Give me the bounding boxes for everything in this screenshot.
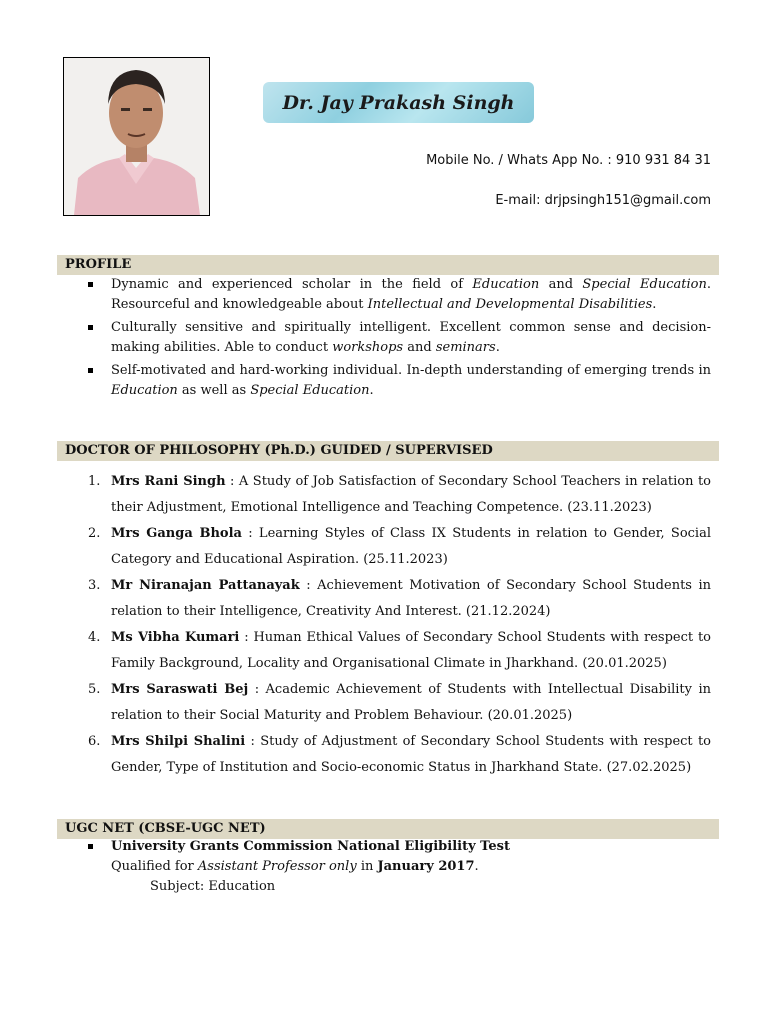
bullet-icon — [88, 844, 93, 849]
profile-item: Self-motivated and hard-working individual. In-depth understanding of emerging trends in Education as well as Special Education. — [88, 361, 711, 401]
phd-item: 6. Mrs Shilpi Shalini : Study of Adjustment of Secondary School Students with respect to Gender, Type of Institution and Socio-economic Status in Jharkhand State. (27.02.2025) — [88, 734, 711, 775]
name-banner — [263, 82, 534, 123]
ugc-qualified: Qualified for Assistant Professor only in January 2017. — [111, 859, 479, 874]
phd-item: 1. Mrs Rani Singh : A Study of Job Satisfaction of Secondary School Teachers in relation to their Adjustment, Emotional Intelligence and Teaching Competence. (23.11.2023) — [88, 474, 711, 515]
section-ugc-header: UGC NET (CBSE-UGC NET) — [57, 819, 719, 839]
profile-photo — [63, 57, 210, 216]
ugc-item — [88, 837, 711, 857]
bullet-icon — [88, 282, 93, 287]
bullet-icon — [88, 325, 93, 330]
ugc-block — [88, 837, 711, 897]
phd-item: 4. Ms Vibha Kumari : Human Ethical Values of Secondary School Students with respect to Family Background, Locality and Organisational Climate in Jharkhand. (20.01.2025) — [88, 630, 711, 671]
phd-item: 5. Mrs Saraswati Bej : Academic Achievement of Students with Intellectual Disability in relation to their Social Maturity and Problem Behaviour. (20.01.2025) — [88, 682, 711, 723]
ugc-subject: Subject: Education — [150, 879, 276, 894]
phd-item: 2. Mrs Ganga Bhola : Learning Styles of Class IX Students in relation to Gender, Social Category and Educational Aspiration. (25.11.2023) — [88, 526, 712, 567]
ugc-heading: University Grants Commission National Eligibility Test — [111, 839, 510, 854]
section-phd-header: DOCTOR OF PHILOSOPHY (Ph.D.) GUIDED / SUPERVISED — [57, 441, 719, 461]
mobile-number: Mobile No. / Whats App No. : 910 931 84 31 — [426, 153, 711, 168]
phd-list — [88, 469, 711, 781]
person-name: Dr. Jay Prakash Singh — [282, 91, 515, 114]
profile-item: Dynamic and experienced scholar in the field of Education and Special Education. Resourceful and knowledgeable about Intellectual and Developmental Disabilities. — [88, 275, 711, 315]
profile-item: Culturally sensitive and spiritually intelligent. Excellent common sense and decision-making abilities. Able to conduct workshops and seminars. — [88, 318, 711, 358]
section-profile-header: PROFILE — [57, 255, 719, 275]
email-address: E-mail: drjpsingh151@gmail.com — [495, 193, 711, 208]
profile-list — [88, 275, 711, 404]
bullet-icon — [88, 368, 93, 373]
phd-item: 3. Mr Niranajan Pattanayak : Achievement Motivation of Secondary School Students in relation to their Intelligence, Creativity And Interest. (21.12.2024) — [88, 578, 712, 619]
